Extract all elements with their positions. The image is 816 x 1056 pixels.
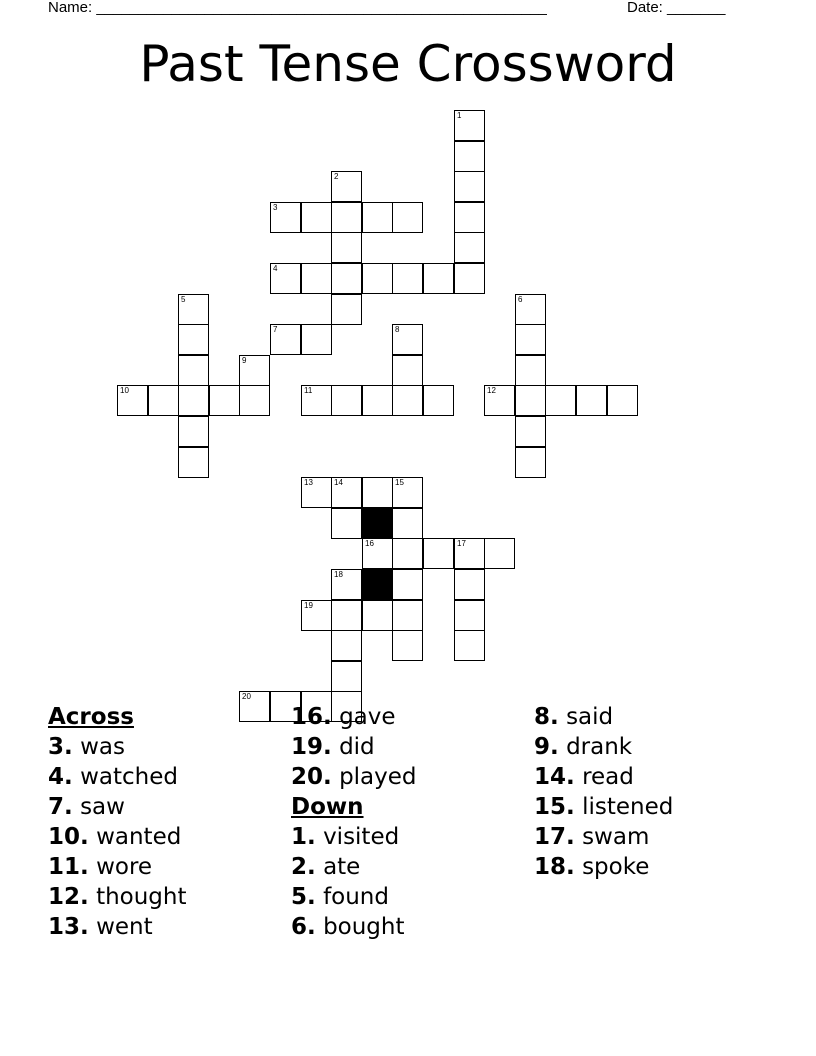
clue-number: 4 [273,264,278,273]
clue-down-5: 5. found [291,884,389,910]
clue-number: 20 [242,692,251,701]
crossword-cell[interactable] [239,691,270,722]
crossword-cell[interactable] [270,202,301,233]
black-square [362,569,393,600]
crossword-cell[interactable] [454,630,485,661]
clue-across-11: 11. wore [48,854,153,880]
crossword-cell[interactable] [392,477,423,508]
crossword-cell[interactable] [270,324,301,355]
crossword-cell[interactable] [515,294,546,325]
crossword-cell[interactable] [331,477,362,508]
clue-down-2: 2. ate [291,854,361,880]
crossword-cell[interactable] [515,324,546,355]
crossword-cell[interactable] [209,385,240,416]
crossword-cell[interactable] [515,447,546,478]
down-heading: Down [291,794,364,820]
crossword-cell[interactable] [331,630,362,661]
clue-down-1: 1. visited [291,824,400,850]
crossword-cell[interactable] [454,569,485,600]
clue-number: 3 [273,203,278,212]
clue-down-6: 6. bought [291,914,405,940]
crossword-cell[interactable] [484,385,515,416]
clue-across-20: 20. played [291,764,417,790]
clue-across-16: 16. gave [291,704,396,730]
crossword-cell[interactable] [423,263,454,294]
crossword-cell[interactable] [392,385,423,416]
crossword-cell[interactable] [576,385,607,416]
clue-number: 8 [395,325,400,334]
crossword-cell[interactable] [607,385,638,416]
crossword-cell[interactable] [331,385,362,416]
crossword-cell[interactable] [362,538,393,569]
crossword-cell[interactable] [148,385,179,416]
clue-number: 17 [457,539,466,548]
clue-number: 9 [242,356,247,365]
crossword-cell[interactable] [331,232,362,263]
crossword-cell[interactable] [178,416,209,447]
crossword-cell[interactable] [515,385,546,416]
crossword-cell[interactable] [515,416,546,447]
crossword-cell[interactable] [392,355,423,386]
crossword-cell[interactable] [362,263,393,294]
crossword-cell[interactable] [178,355,209,386]
clue-column-3 [534,702,673,882]
black-square [362,508,393,539]
crossword-cell[interactable] [239,385,270,416]
page-title: Past Tense Crossword [139,35,677,93]
clue-number: 2 [334,172,339,181]
crossword-cell[interactable] [454,538,485,569]
clue-across-3: 3. was [48,734,125,760]
crossword-cell[interactable] [454,263,485,294]
crossword-cell[interactable] [392,324,423,355]
crossword-cell[interactable] [301,600,332,631]
crossword-cell[interactable] [331,171,362,202]
crossword-cell[interactable] [362,600,393,631]
crossword-cell[interactable] [331,661,362,692]
clue-down-8: 8. said [534,704,614,730]
crossword-cell[interactable] [454,141,485,172]
clue-number: 18 [334,570,343,579]
crossword-cell[interactable] [178,385,209,416]
clue-column-1 [48,702,187,942]
clue-down-14: 14. read [534,764,634,790]
crossword-cell[interactable] [301,202,332,233]
crossword-cell[interactable] [545,385,576,416]
crossword-cell[interactable] [362,385,393,416]
crossword-cell[interactable] [454,202,485,233]
clue-across-10: 10. wanted [48,824,182,850]
clue-number: 13 [304,478,313,487]
date-field: Date: _______ [627,0,726,16]
crossword-cell[interactable] [331,294,362,325]
clue-down-17: 17. swam [534,824,650,850]
clue-down-9: 9. drank [534,734,633,760]
crossword-cell[interactable] [331,508,362,539]
crossword-cell[interactable] [178,447,209,478]
name-field: Name: ______________________________________________________ [48,0,547,16]
crossword-cell[interactable] [392,538,423,569]
crossword-cell[interactable] [454,171,485,202]
crossword-cell[interactable] [392,630,423,661]
clue-number: 1 [457,111,462,120]
crossword-cell[interactable] [301,385,332,416]
crossword-cell[interactable] [392,508,423,539]
crossword-cell[interactable] [392,263,423,294]
across-heading: Across [48,704,134,730]
crossword-cell[interactable] [331,202,362,233]
clue-number: 19 [304,601,313,610]
clue-number: 6 [518,295,523,304]
clue-number: 7 [273,325,278,334]
crossword-cell[interactable] [178,324,209,355]
clue-across-13: 13. went [48,914,153,940]
clue-column-2 [291,702,417,942]
crossword-cell[interactable] [301,263,332,294]
crossword-cell[interactable] [484,538,515,569]
clue-down-15: 15. listened [534,794,674,820]
crossword-cell[interactable] [117,385,148,416]
clue-number: 12 [487,386,496,395]
crossword-cell[interactable] [301,324,332,355]
crossword-cell[interactable] [392,202,423,233]
crossword-cell[interactable] [239,355,270,386]
crossword-cell[interactable] [423,538,454,569]
clue-across-12: 12. thought [48,884,187,910]
crossword-cell[interactable] [392,600,423,631]
clue-across-4: 4. watched [48,764,178,790]
crossword-cell[interactable] [454,110,485,141]
crossword-cell[interactable] [392,569,423,600]
crossword-cell[interactable] [454,232,485,263]
clue-across-19: 19. did [291,734,375,760]
crossword-cell[interactable] [178,294,209,325]
clue-number: 16 [365,539,374,548]
crossword-cell[interactable] [423,385,454,416]
clue-number: 10 [120,386,129,395]
crossword-cell[interactable] [362,202,393,233]
crossword-cell[interactable] [331,263,362,294]
crossword-cell[interactable] [270,263,301,294]
clue-number: 15 [395,478,404,487]
clue-down-18: 18. spoke [534,854,650,880]
crossword-cell[interactable] [515,355,546,386]
clue-number: 11 [304,386,313,395]
clue-number: 5 [181,295,186,304]
crossword-cell[interactable] [331,600,362,631]
crossword-cell[interactable] [362,477,393,508]
crossword-cell[interactable] [301,477,332,508]
crossword-cell[interactable] [331,569,362,600]
clue-number: 14 [334,478,343,487]
crossword-cell[interactable] [454,600,485,631]
clue-across-7: 7. saw [48,794,125,820]
